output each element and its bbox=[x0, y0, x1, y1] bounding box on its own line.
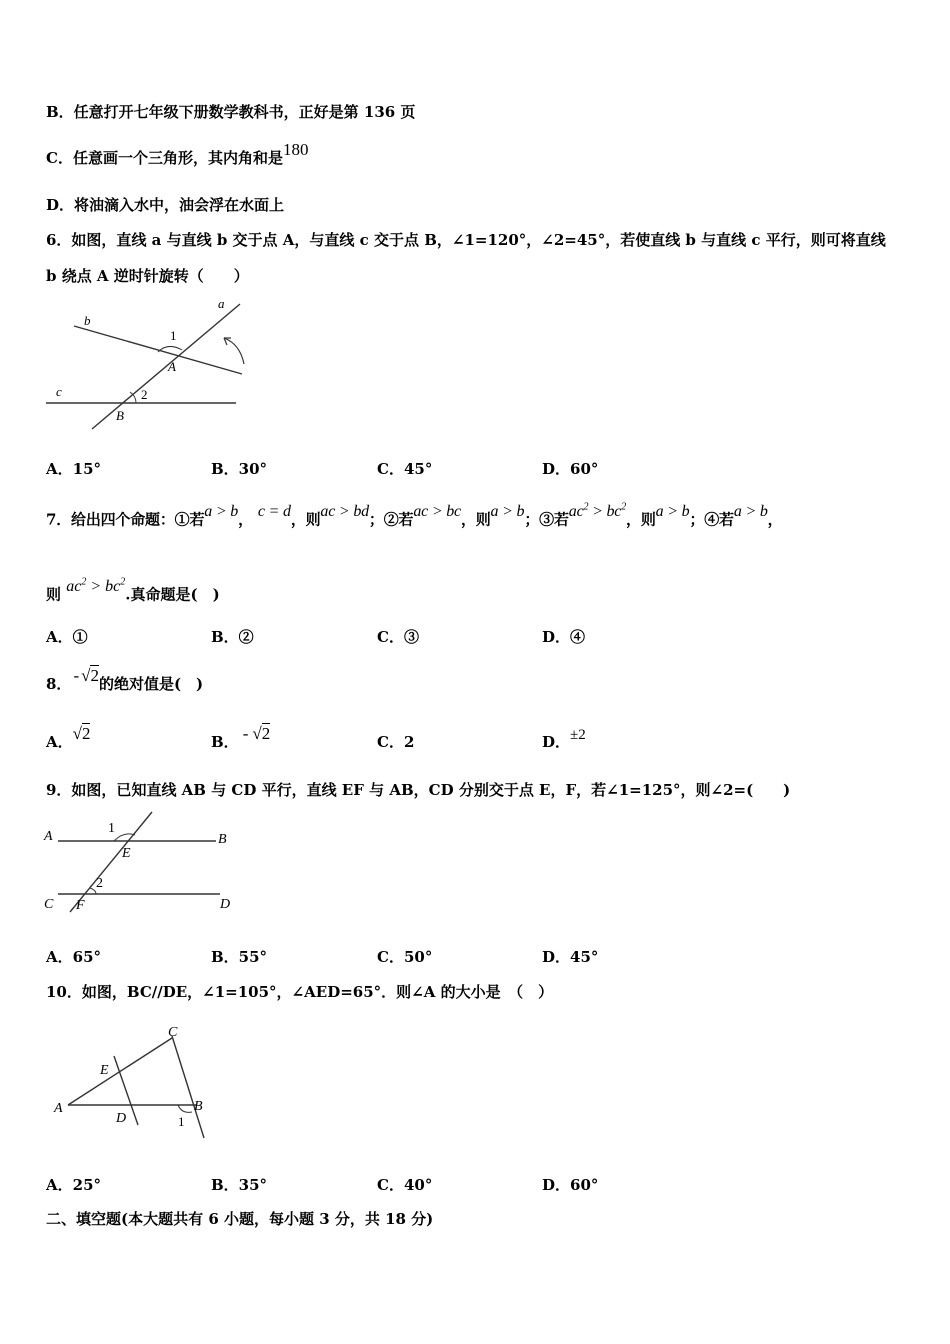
q9-option-c: C．50° bbox=[377, 948, 433, 966]
q5-option-b: B．任意打开七年级下册数学教科书，正好是第 136 页 bbox=[46, 103, 416, 121]
q7-option-d: D．④ bbox=[542, 628, 586, 646]
q7-math: $ac^2 > bc^2$ bbox=[66, 577, 126, 596]
q8-text: 的绝对值是( ) bbox=[98, 675, 204, 693]
q8-option-c: C．2 bbox=[377, 733, 415, 751]
q8-option-d: D．±2 bbox=[542, 727, 586, 751]
q6-label-b: b bbox=[84, 313, 91, 328]
q7-option-a: A．① bbox=[46, 628, 88, 646]
q6-option-a: A．15° bbox=[46, 460, 102, 478]
q6-label-point-b: B bbox=[116, 408, 124, 423]
q9-label-d: D bbox=[220, 897, 231, 912]
q9-label-e: E bbox=[122, 846, 131, 861]
q7-math: a > b bbox=[204, 503, 239, 521]
q7-text: .真命题是( ) bbox=[125, 585, 220, 604]
q7-stem-line2 bbox=[46, 577, 220, 605]
q7-text: 则 bbox=[46, 585, 62, 604]
q6-label-point-a: A bbox=[168, 359, 176, 374]
q9-label-a: A bbox=[44, 829, 53, 844]
q10-label-e: E bbox=[100, 1063, 109, 1078]
q10-option-c: C．40° bbox=[377, 1176, 433, 1194]
q7-math: $ac^2 > bc^2$ bbox=[568, 502, 627, 521]
q6-label-a: a bbox=[218, 296, 225, 311]
q7-math: a > b bbox=[490, 503, 525, 521]
q10-option-b: B．35° bbox=[211, 1176, 268, 1194]
q9-label-angle2: 2 bbox=[96, 876, 103, 891]
q9-option-b: B．55° bbox=[211, 948, 268, 966]
q8-stem bbox=[46, 666, 204, 694]
q8-sqrt: √2 bbox=[81, 666, 99, 685]
q10-stem: 10．如图，BC//DE，∠1=105°，∠AED=65°．则∠A 的大小是 （ ） bbox=[46, 983, 554, 1001]
q6-figure bbox=[40, 292, 250, 432]
q10-label-angle1: 1 bbox=[178, 1114, 185, 1129]
q7-text: ，则 bbox=[290, 510, 321, 529]
q7-math: c = d bbox=[257, 503, 291, 521]
q10-label-c: C bbox=[168, 1025, 178, 1040]
q7-text: ，则 bbox=[626, 510, 656, 529]
q7-text: ， bbox=[767, 510, 783, 529]
q9-label-c: C bbox=[44, 897, 54, 912]
q7-text: ， bbox=[238, 510, 253, 529]
q7-math: ac > bc bbox=[413, 503, 461, 521]
q10-option-a: A．25° bbox=[46, 1176, 102, 1194]
q10-option-d: D．60° bbox=[542, 1176, 599, 1194]
q7-text: ；④若 bbox=[689, 510, 734, 529]
q10-figure bbox=[50, 1018, 220, 1143]
q10-angle1-arc bbox=[178, 1105, 192, 1112]
q7-math: ac > bd bbox=[320, 503, 369, 521]
q7-text: 7．给出四个命题：①若 bbox=[46, 510, 205, 529]
q5-option-d: D．将油滴入水中，油会浮在水面上 bbox=[46, 196, 285, 214]
q7-stem-line1 bbox=[46, 502, 783, 530]
q8-text: 8． bbox=[46, 675, 72, 693]
q8-option-a: A．√2 bbox=[46, 724, 91, 751]
q9-option-a: A．65° bbox=[46, 948, 102, 966]
q5-option-c-text: C．任意画一个三角形，其内角和是 bbox=[46, 149, 283, 167]
q8-minus: - bbox=[73, 666, 80, 685]
q6-option-d: D．60° bbox=[542, 460, 599, 478]
q7-text: ，则 bbox=[460, 510, 491, 529]
q10-label-d: D bbox=[116, 1111, 127, 1126]
q6-label-c: c bbox=[56, 384, 62, 399]
q6-rotation-arrow bbox=[224, 338, 244, 364]
q6-option-c: C．45° bbox=[377, 460, 433, 478]
q7-option-c: C．③ bbox=[377, 628, 419, 646]
q7-text: ；③若 bbox=[524, 510, 569, 529]
q10-label-a: A bbox=[54, 1101, 63, 1116]
q6-label-angle2: 2 bbox=[141, 387, 148, 402]
q7-math: a > b bbox=[655, 503, 690, 521]
q7-math: a > b bbox=[733, 503, 768, 521]
q7-option-b: B．② bbox=[211, 628, 254, 646]
q5-option-c-value: 180 bbox=[282, 140, 309, 159]
q9-option-d: D．45° bbox=[542, 948, 599, 966]
q5-option-c bbox=[46, 140, 309, 168]
q9-figure bbox=[40, 810, 240, 916]
q6-stem-line2: b 绕点 A 逆时针旋转（ ） bbox=[46, 267, 249, 285]
q6-stem-line1: 6．如图，直线 a 与直线 b 交于点 A，与直线 c 交于点 B，∠1=120°，∠2=45°，若使直线 b 与直线 c 平行，则可将直线 bbox=[46, 231, 886, 249]
q9-label-f: F bbox=[76, 898, 85, 913]
q8-option-b: B． - √2 bbox=[211, 724, 271, 751]
q6-line-b bbox=[74, 326, 242, 374]
section-heading-fill-in: 二、填空题(本大题共有 6 小题，每小题 3 分，共 18 分) bbox=[46, 1210, 434, 1228]
q7-text: ；②若 bbox=[368, 510, 414, 529]
q6-option-b: B．30° bbox=[211, 460, 268, 478]
q6-label-angle1: 1 bbox=[170, 328, 177, 343]
q9-stem: 9．如图，已知直线 AB 与 CD 平行，直线 EF 与 AB，CD 分别交于点 E，F，若∠1=125°，则∠2=( ) bbox=[46, 781, 791, 799]
q9-label-angle1: 1 bbox=[108, 821, 115, 836]
q10-line-cb bbox=[172, 1036, 204, 1138]
q10-label-b: B bbox=[194, 1099, 203, 1114]
q9-label-b: B bbox=[218, 832, 227, 847]
